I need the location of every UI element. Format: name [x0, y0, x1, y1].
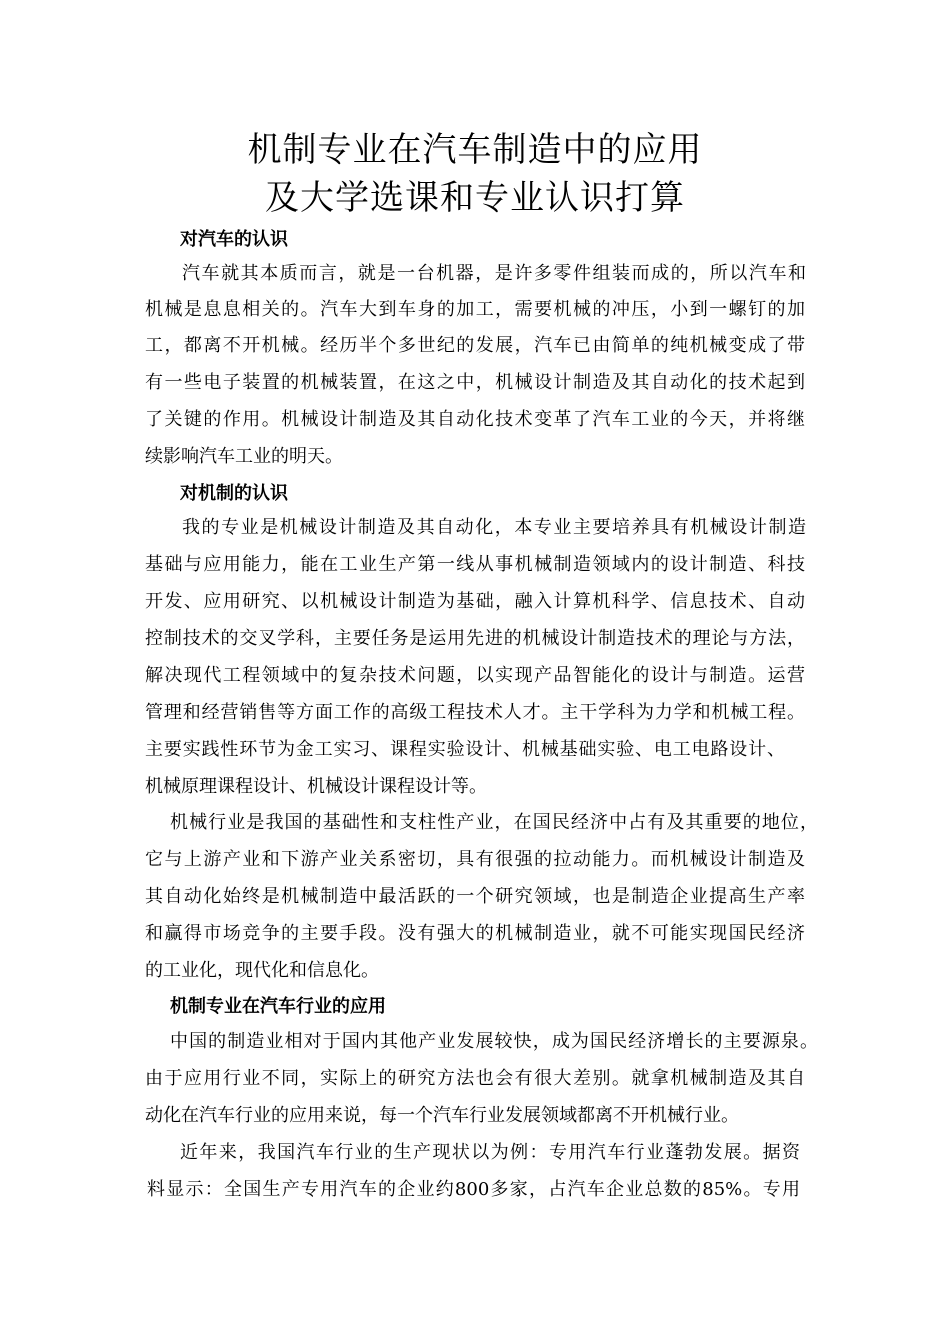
paragraph-line: 控制技术的交叉学科，主要任务是运用先进的机械设计制造技术的理论与方法， [145, 628, 805, 649]
paragraph-line: 机械是息息相关的。汽车大到车身的加工，需要机械的冲压，小到一螺钉的加 [145, 299, 805, 320]
paragraph-line: 开发、应用研究、以机械设计制造为基础，融入计算机科学、信息技术、自动 [145, 591, 805, 612]
paragraph-line: 其自动化始终是机械制造中最活跃的一个研究领域，也是制造企业提高生产率 [145, 886, 805, 907]
paragraph-line: 工，都离不开机械。经历半个多世纪的发展，汽车已由简单的纯机械变成了带 [145, 335, 805, 356]
document-title-line-2: 及大学选课和专业认识打算 [265, 178, 685, 218]
paragraph-line: 料显示：全国生产专用汽车的企业约800多家，占汽车企业总数的85%。专用 [147, 1179, 800, 1200]
paragraph-line: 基础与应用能力，能在工业生产第一线从事机械制造领域内的设计制造、科技 [145, 554, 805, 575]
paragraph-line: 主要实践性环节为金工实习、课程实验设计、机械基础实验、电工电路设计、 [145, 739, 785, 760]
section-heading-apply: 机制专业在汽车行业的应用 [170, 996, 386, 1017]
paragraph-line: 了关键的作用。机械设计制造及其自动化技术变革了汽车工业的今天，并将继 [145, 409, 805, 430]
paragraph-line: 和赢得市场竞争的主要手段。没有强大的机械制造业，就不可能实现国民经济 [145, 923, 805, 944]
section-heading-mech: 对机制的认识 [180, 483, 288, 504]
paragraph-line: 它与上游产业和下游产业关系密切，具有很强的拉动能力。而机械设计制造及 [145, 849, 805, 870]
paragraph-line: 中国的制造业相对于国内其他产业发展较快，成为国民经济增长的主要源泉。 [170, 1031, 818, 1052]
paragraph-line: 近年来，我国汽车行业的生产现状以为例：专用汽车行业蓬勃发展。据资 [180, 1142, 800, 1163]
paragraph-line: 有一些电子装置的机械装置，在这之中，机械设计制造及其自动化的技术起到 [145, 372, 805, 393]
paragraph-line: 解决现代工程领域中的复杂技术问题，以实现产品智能化的设计与制造。运营 [145, 665, 805, 686]
document-title-line-1: 机制专业在汽车制造中的应用 [247, 130, 703, 170]
paragraph-line: 管理和经营销售等方面工作的高级工程技术人才。主干学科为力学和机械工程。 [145, 702, 805, 723]
paragraph-line: 的工业化，现代化和信息化。 [145, 960, 379, 981]
paragraph-line: 机械行业是我国的基础性和支柱性产业，在国民经济中占有及其重要的地位， [170, 812, 818, 833]
paragraph-line: 续影响汽车工业的明天。 [145, 446, 343, 467]
paragraph-line: 动化在汽车行业的应用来说，每一个汽车行业发展领域都离不开机械行业。 [145, 1105, 739, 1126]
paragraph-line: 我的专业是机械设计制造及其自动化，本专业主要培养具有机械设计制造 [182, 517, 806, 538]
paragraph-line: 由于应用行业不同，实际上的研究方法也会有很大差别。就拿机械制造及其自 [145, 1068, 805, 1089]
paragraph-line: 汽车就其本质而言，就是一台机器，是许多零件组装而成的，所以汽车和 [182, 263, 806, 284]
paragraph-line: 机械原理课程设计、机械设计课程设计等。 [145, 776, 487, 797]
section-heading-car: 对汽车的认识 [180, 229, 288, 250]
